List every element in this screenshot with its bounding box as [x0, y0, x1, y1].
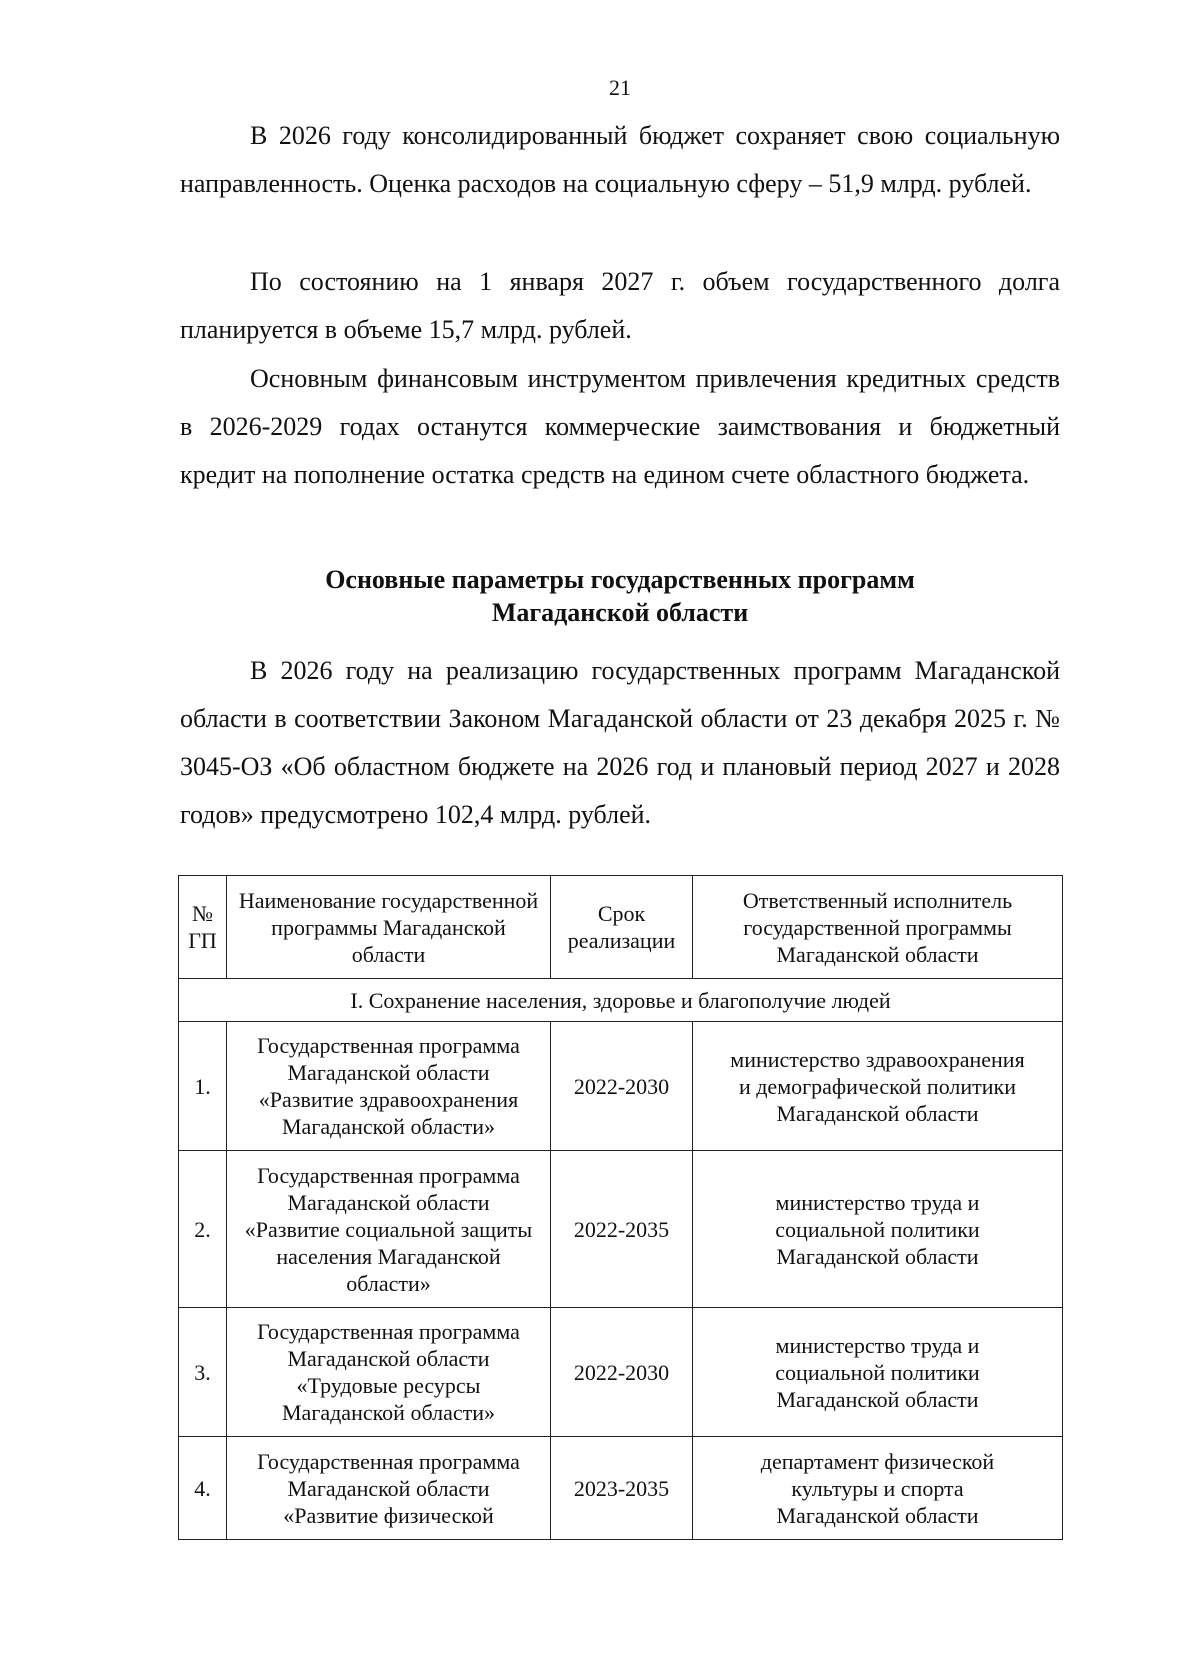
header-term-line: реализации [567, 928, 676, 953]
header-name-line: программы Магаданской [271, 914, 506, 940]
header-number [179, 876, 227, 979]
row-executor-cell [693, 1022, 1063, 1151]
executor-line: департамент физической [760, 1448, 995, 1474]
row-term-cell: 2023-2035 [551, 1437, 693, 1540]
row-program-name-cell [227, 1022, 551, 1151]
header-term [551, 876, 693, 979]
program-name-line: Магаданской области [287, 1475, 490, 1501]
program-name-line: области» [346, 1270, 431, 1296]
table-row [179, 1437, 1063, 1540]
program-name-line: «Развитие здравоохранения [258, 1087, 519, 1112]
program-name-line: Государственная программа [257, 1162, 520, 1188]
header-term-line: Срок [597, 901, 646, 926]
row-executor-cell [693, 1308, 1063, 1437]
program-name-line: Магаданской области [287, 1346, 490, 1371]
executor-line: социальной политики [775, 1359, 980, 1385]
executor-line: Магаданской области [776, 1502, 979, 1528]
paragraph-state-debt: По состоянию на 1 января 2027 г. объем государственного долга планируется в объеме 15,7 млрд. рублей. [180, 267, 1060, 344]
table-row [179, 1022, 1063, 1151]
program-name-line: «Развитие социальной защиты [244, 1216, 533, 1242]
table-section-row [179, 979, 1063, 1022]
executor-line: и демографической политики [738, 1073, 1017, 1099]
header-executor-line: государственной программы [743, 914, 1012, 940]
executor-line: министерство здравоохранения [730, 1046, 1025, 1072]
row-program-name-cell [227, 1437, 551, 1540]
table-row [179, 1151, 1063, 1308]
program-name-line: Магаданской области [287, 1189, 490, 1215]
row-executor-cell [693, 1151, 1063, 1308]
row-program-name-cell [227, 1308, 551, 1437]
executor-line: Магаданской области [776, 1243, 979, 1269]
row-term-cell: 2022-2030 [551, 1308, 693, 1437]
executor-line: министерство труда и [775, 1189, 980, 1215]
page-number: 21 [609, 75, 631, 100]
program-name-line: Государственная программа [257, 1448, 520, 1474]
executor-line: Магаданской области [776, 1100, 979, 1126]
program-name-line: Магаданской области» [282, 1400, 495, 1425]
program-name-line: Государственная программа [257, 1033, 520, 1058]
table-row [179, 1308, 1063, 1437]
programs-table [178, 875, 1063, 1540]
row-term-cell: 2022-2035 [551, 1151, 693, 1308]
row-number-cell: 3. [179, 1308, 227, 1437]
header-program-name [227, 876, 551, 979]
header-executor [693, 876, 1063, 979]
row-program-name-cell [227, 1151, 551, 1308]
row-executor-cell [693, 1437, 1063, 1540]
program-name-line: Магаданской области» [282, 1114, 495, 1139]
row-number-cell: 1. [179, 1022, 227, 1151]
paragraph-programs-funding: В 2026 году на реализацию государственных программ Магаданской области в соответствии Законом Магаданской области от 23 декабря 2025 г. № 3045-ОЗ «Об областном бюджете на 2026 год и плановый период 2027 и 2028 годов» предусмотрено 102,4 млрд. рублей. [180, 656, 1060, 829]
section-heading-line-1: Основные параметры государственных программ [325, 565, 915, 594]
header-executor-line: Ответственный исполнитель [742, 887, 1013, 913]
executor-line: культуры и спорта [791, 1475, 964, 1501]
header-number-line: № [192, 901, 213, 926]
row-number-cell: 4. [179, 1437, 227, 1540]
program-name-line: Магаданской области [287, 1060, 490, 1085]
paragraph-credit-instruments: Основным финансовым инструментом привлечения кредитных средств в 2026-2029 годах останутся коммерческие заимствования и бюджетный кредит на пополнение остатка средств на едином счете областного бюджета. [180, 364, 1060, 489]
executor-line: министерство труда и [775, 1332, 980, 1358]
program-name-line: населения Магаданской [276, 1243, 501, 1269]
program-name-line: «Трудовые ресурсы [296, 1373, 481, 1398]
program-name-line: «Развитие физической [283, 1502, 494, 1528]
paragraph-social-spending: В 2026 году консолидированный бюджет сохраняет свою социальную направленность. Оценка расходов на социальную сферу – 51,9 млрд. рублей. [180, 121, 1060, 198]
header-name-line: области [351, 941, 426, 967]
header-name-line: Наименование государственной [238, 887, 539, 913]
section-heading [180, 563, 1060, 629]
executor-line: Магаданской области [776, 1386, 979, 1412]
executor-line: социальной политики [775, 1216, 980, 1242]
row-number-cell: 2. [179, 1151, 227, 1308]
section-title-cell: I. Сохранение населения, здоровье и благополучие людей [179, 979, 1063, 1022]
section-heading-line-2: Магаданской области [491, 598, 749, 627]
table-header-row [179, 876, 1063, 979]
program-name-line: Государственная программа [257, 1319, 520, 1344]
row-term-cell: 2022-2030 [551, 1022, 693, 1151]
header-number-line: ГП [188, 928, 217, 953]
header-executor-line: Магаданской области [776, 941, 979, 967]
